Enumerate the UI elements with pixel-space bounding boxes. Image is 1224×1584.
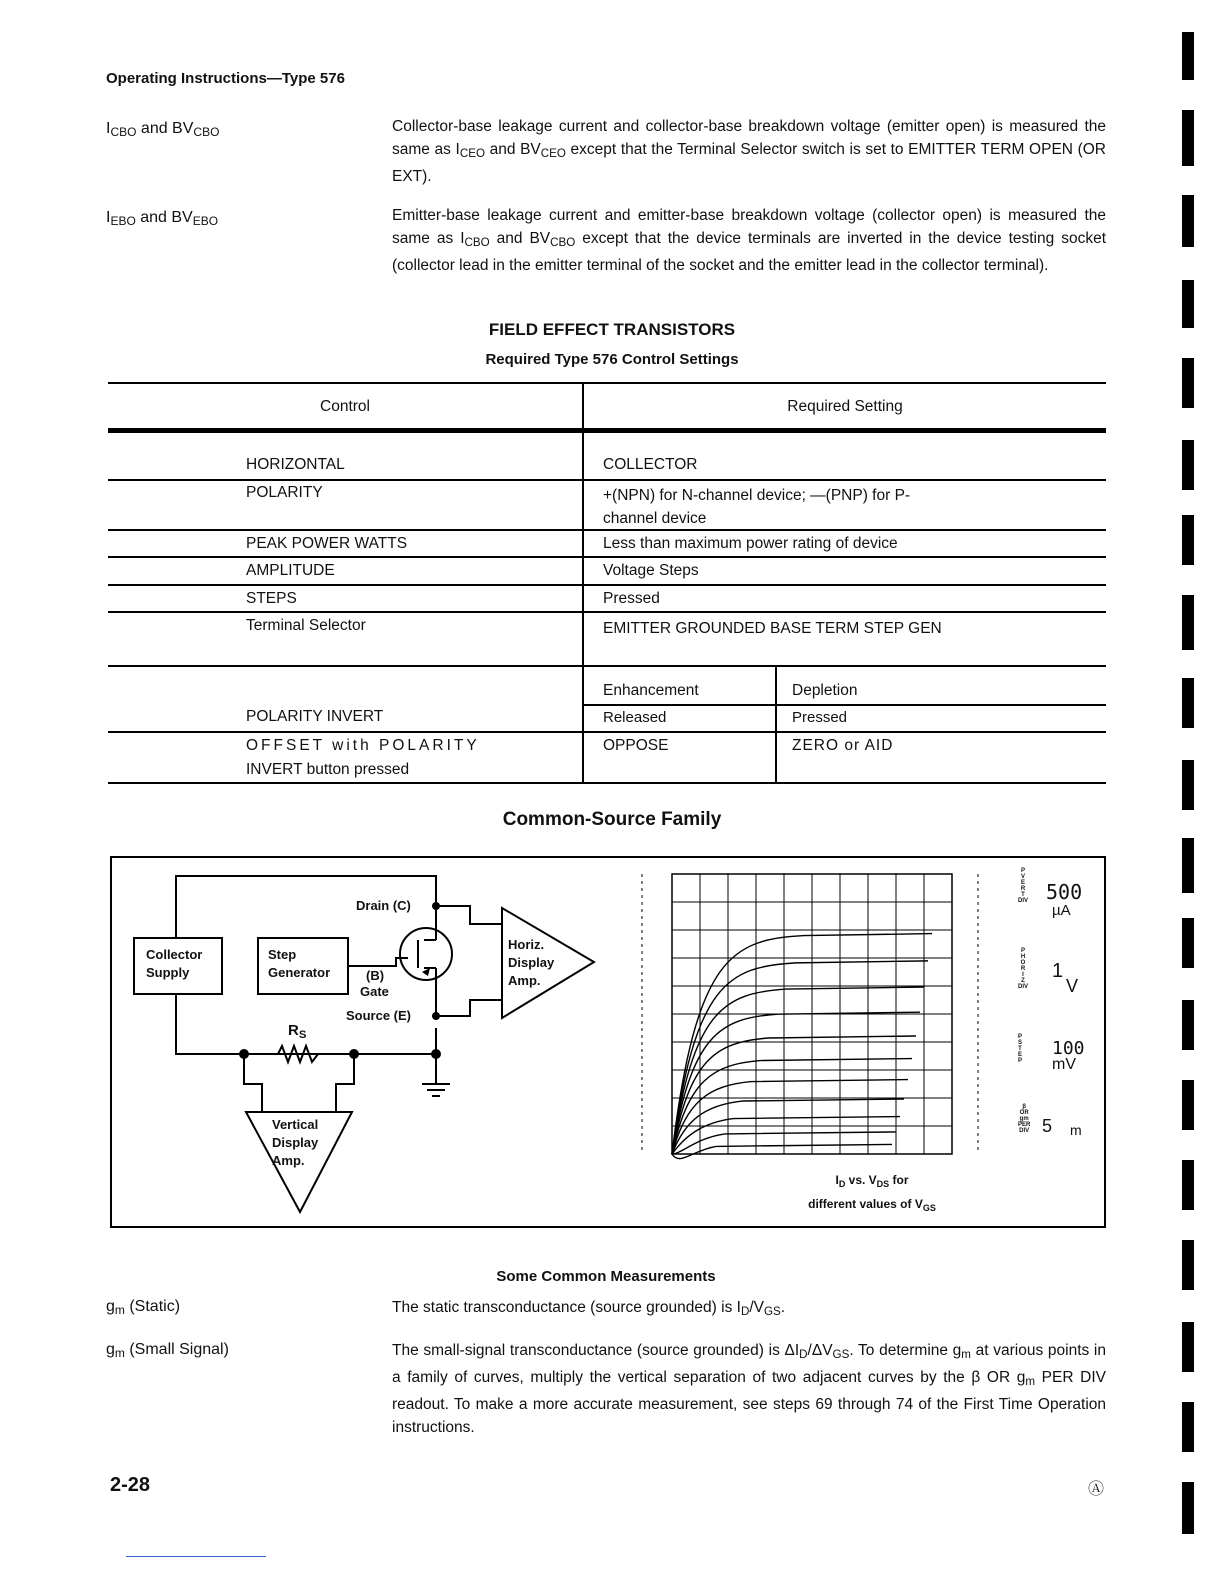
- edge-bar: [1182, 358, 1194, 408]
- edge-bar: [1182, 515, 1194, 565]
- table-rule: [108, 428, 1106, 433]
- edge-bar: [1182, 595, 1194, 650]
- edge-bar: [1182, 110, 1194, 166]
- row-setting: OPPOSE: [603, 737, 669, 754]
- edge-bar: [1182, 280, 1194, 328]
- col-header-setting: Required Setting: [787, 398, 903, 415]
- gm-small-signal-description: The small-signal transconductance (source grounded) is $\Delta I_D/\Delta V_{GS}$. To determine $g_m$ at various points in a family of curves, multiply the vertical separation of two adjacent curves by the β OR $g_m$ PER DIV readout. To make a more accurate measurement, see steps 69 through 74 of the First Time Operation instructions.: [392, 1342, 1106, 1436]
- sub-header-depletion: Depletion: [792, 682, 858, 699]
- readout-vert-unit: µA: [1052, 902, 1071, 919]
- edge-bar: [1182, 1240, 1194, 1290]
- section-subtitle: Required Type 576 Control Settings: [485, 351, 739, 368]
- edge-bar: [1182, 195, 1194, 247]
- readout-vert-value: 500: [1046, 880, 1083, 904]
- readout-horiz-unit: V: [1066, 976, 1079, 996]
- collector-supply-label: Collector Supply: [146, 947, 203, 980]
- gm-small-signal-term: $g_m$ (Small Signal): [106, 1341, 229, 1360]
- row-setting: ZERO or AID: [792, 737, 894, 754]
- rs-label: $R_S$: [288, 1022, 307, 1041]
- drain-curve: [672, 934, 932, 1154]
- edge-bar: [1182, 1402, 1194, 1452]
- footer-mark: Ⓐ: [1088, 1481, 1105, 1498]
- row-control: POLARITY INVERT: [246, 708, 384, 725]
- edge-bar: [1182, 838, 1194, 893]
- edge-bar: [1182, 1322, 1194, 1372]
- row-control: OFFSET with POLARITY: [246, 737, 480, 754]
- edge-bar: [1182, 32, 1194, 80]
- edge-bar: [1182, 440, 1194, 490]
- table-rule: [108, 782, 1106, 784]
- readout-horiz-value: 1: [1052, 960, 1064, 982]
- drain-curve: [672, 1144, 892, 1158]
- page-number: 2-28: [110, 1474, 151, 1496]
- gm-static-description: The static transconductance (source grounded) is $I_D/V_{GS}$.: [392, 1299, 786, 1318]
- iebo-term: $I_{EBO}$ and $BV_{EBO}$: [106, 209, 219, 228]
- family-diagram: [110, 856, 1106, 1228]
- icbo-term: $I_{CBO}$ and $BV_{CBO}$: [106, 120, 220, 139]
- table-divider: [582, 382, 584, 782]
- readout-step-value: 100: [1052, 1038, 1085, 1059]
- gm-static-term: $g_m$ (Static): [106, 1298, 181, 1317]
- row-setting: Voltage Steps: [603, 562, 699, 579]
- table-divider: [775, 666, 777, 782]
- edge-bar: [1182, 1482, 1194, 1534]
- footer-rule: [126, 1556, 266, 1557]
- edge-bar: [1182, 678, 1194, 728]
- row-setting: Pressed: [603, 590, 660, 607]
- readout-beta-value: 5: [1042, 1116, 1053, 1136]
- drain-curve: [672, 1059, 912, 1154]
- row-control: Terminal Selector: [246, 617, 366, 634]
- horiz-amp-label: Horiz. Display Amp.: [508, 937, 555, 988]
- table-rule: [108, 584, 1106, 586]
- table-rule: [108, 665, 1106, 667]
- table-rule: [108, 611, 1106, 613]
- row-control: AMPLITUDE: [246, 562, 335, 579]
- edge-bar: [1182, 1000, 1194, 1050]
- row-setting: EMITTER GROUNDED BASE TERM STEP GEN: [603, 620, 942, 637]
- figure-title: Common-Source Family: [502, 809, 722, 830]
- row-setting: Less than maximum power rating of device: [603, 535, 898, 552]
- edge-bar: [1182, 1160, 1194, 1210]
- icbo-description: Collector-base leakage current and collector-base breakdown voltage (emitter open) is measured the same as $I_{CEO}$ and $BV_{CEO}$ except that the Terminal Selector switch is set to EMITTER TERM OPEN (OR EXT).: [392, 118, 1106, 185]
- row-setting: +(NPN) for N-channel device; —(PNP) for P-channel device: [603, 487, 911, 527]
- step-generator-label: Step Generator: [268, 947, 331, 980]
- section-title: FIELD EFFECT TRANSISTORS: [488, 320, 736, 339]
- table-rule: [108, 529, 1106, 531]
- edge-bar: [1182, 760, 1194, 810]
- row-setting: COLLECTOR: [603, 456, 698, 473]
- readout-vert-tag: P V E R T DIV: [1018, 868, 1029, 904]
- curve-family: [672, 934, 932, 1159]
- table-rule: [108, 556, 1106, 558]
- gate-b-label: (B): [366, 968, 385, 983]
- row-control: POLARITY: [246, 484, 323, 501]
- source-label: Source (E): [346, 1008, 412, 1023]
- table-rule: [584, 704, 1106, 706]
- table-rule: [108, 731, 1106, 733]
- row-control: STEPS: [246, 590, 297, 607]
- readout-horiz-tag: P H O R I Z DIV: [1018, 948, 1029, 990]
- readout-beta-unit: m: [1070, 1122, 1082, 1138]
- row-control: INVERT button pressed: [246, 761, 410, 778]
- readout-beta-tag: β OR gm PER DIV: [1018, 1104, 1031, 1134]
- readout-step-tag: P S T E P: [1018, 1034, 1023, 1064]
- measurements-title: Some Common Measurements: [496, 1268, 716, 1285]
- vertical-amp-label: Vertical Display Amp.: [272, 1117, 319, 1168]
- drain-curve: [672, 1036, 916, 1154]
- drain-label: Drain (C): [356, 898, 411, 913]
- col-header-control: Control: [320, 398, 370, 415]
- table-rule: [108, 479, 1106, 481]
- sub-header-enhancement: Enhancement: [603, 682, 699, 699]
- table-rule: [108, 382, 1106, 384]
- row-control: HORIZONTAL: [246, 456, 345, 473]
- row-setting: Pressed: [792, 709, 848, 726]
- figure-caption: $I_D$ vs. $V_{DS}$ for different values of $V_{GS}$: [808, 1173, 936, 1213]
- iebo-description: Emitter-base leakage current and emitter-base breakdown voltage (collector open) is measured the same as $I_{CBO}$ and $BV_{CBO}$ except that the device terminals are inverted in the device testing socket (collector lead in the emitter terminal of the socket and the emitter lead in the collector terminal).: [392, 207, 1106, 274]
- readout-step-unit: mV: [1052, 1056, 1076, 1073]
- gate-label: Gate: [360, 984, 389, 999]
- edge-bar: [1182, 918, 1194, 968]
- row-setting: Released: [603, 709, 667, 726]
- row-control: PEAK POWER WATTS: [246, 535, 408, 552]
- page-header: Operating Instructions—Type 576: [106, 70, 345, 87]
- edge-bar: [1182, 1080, 1194, 1130]
